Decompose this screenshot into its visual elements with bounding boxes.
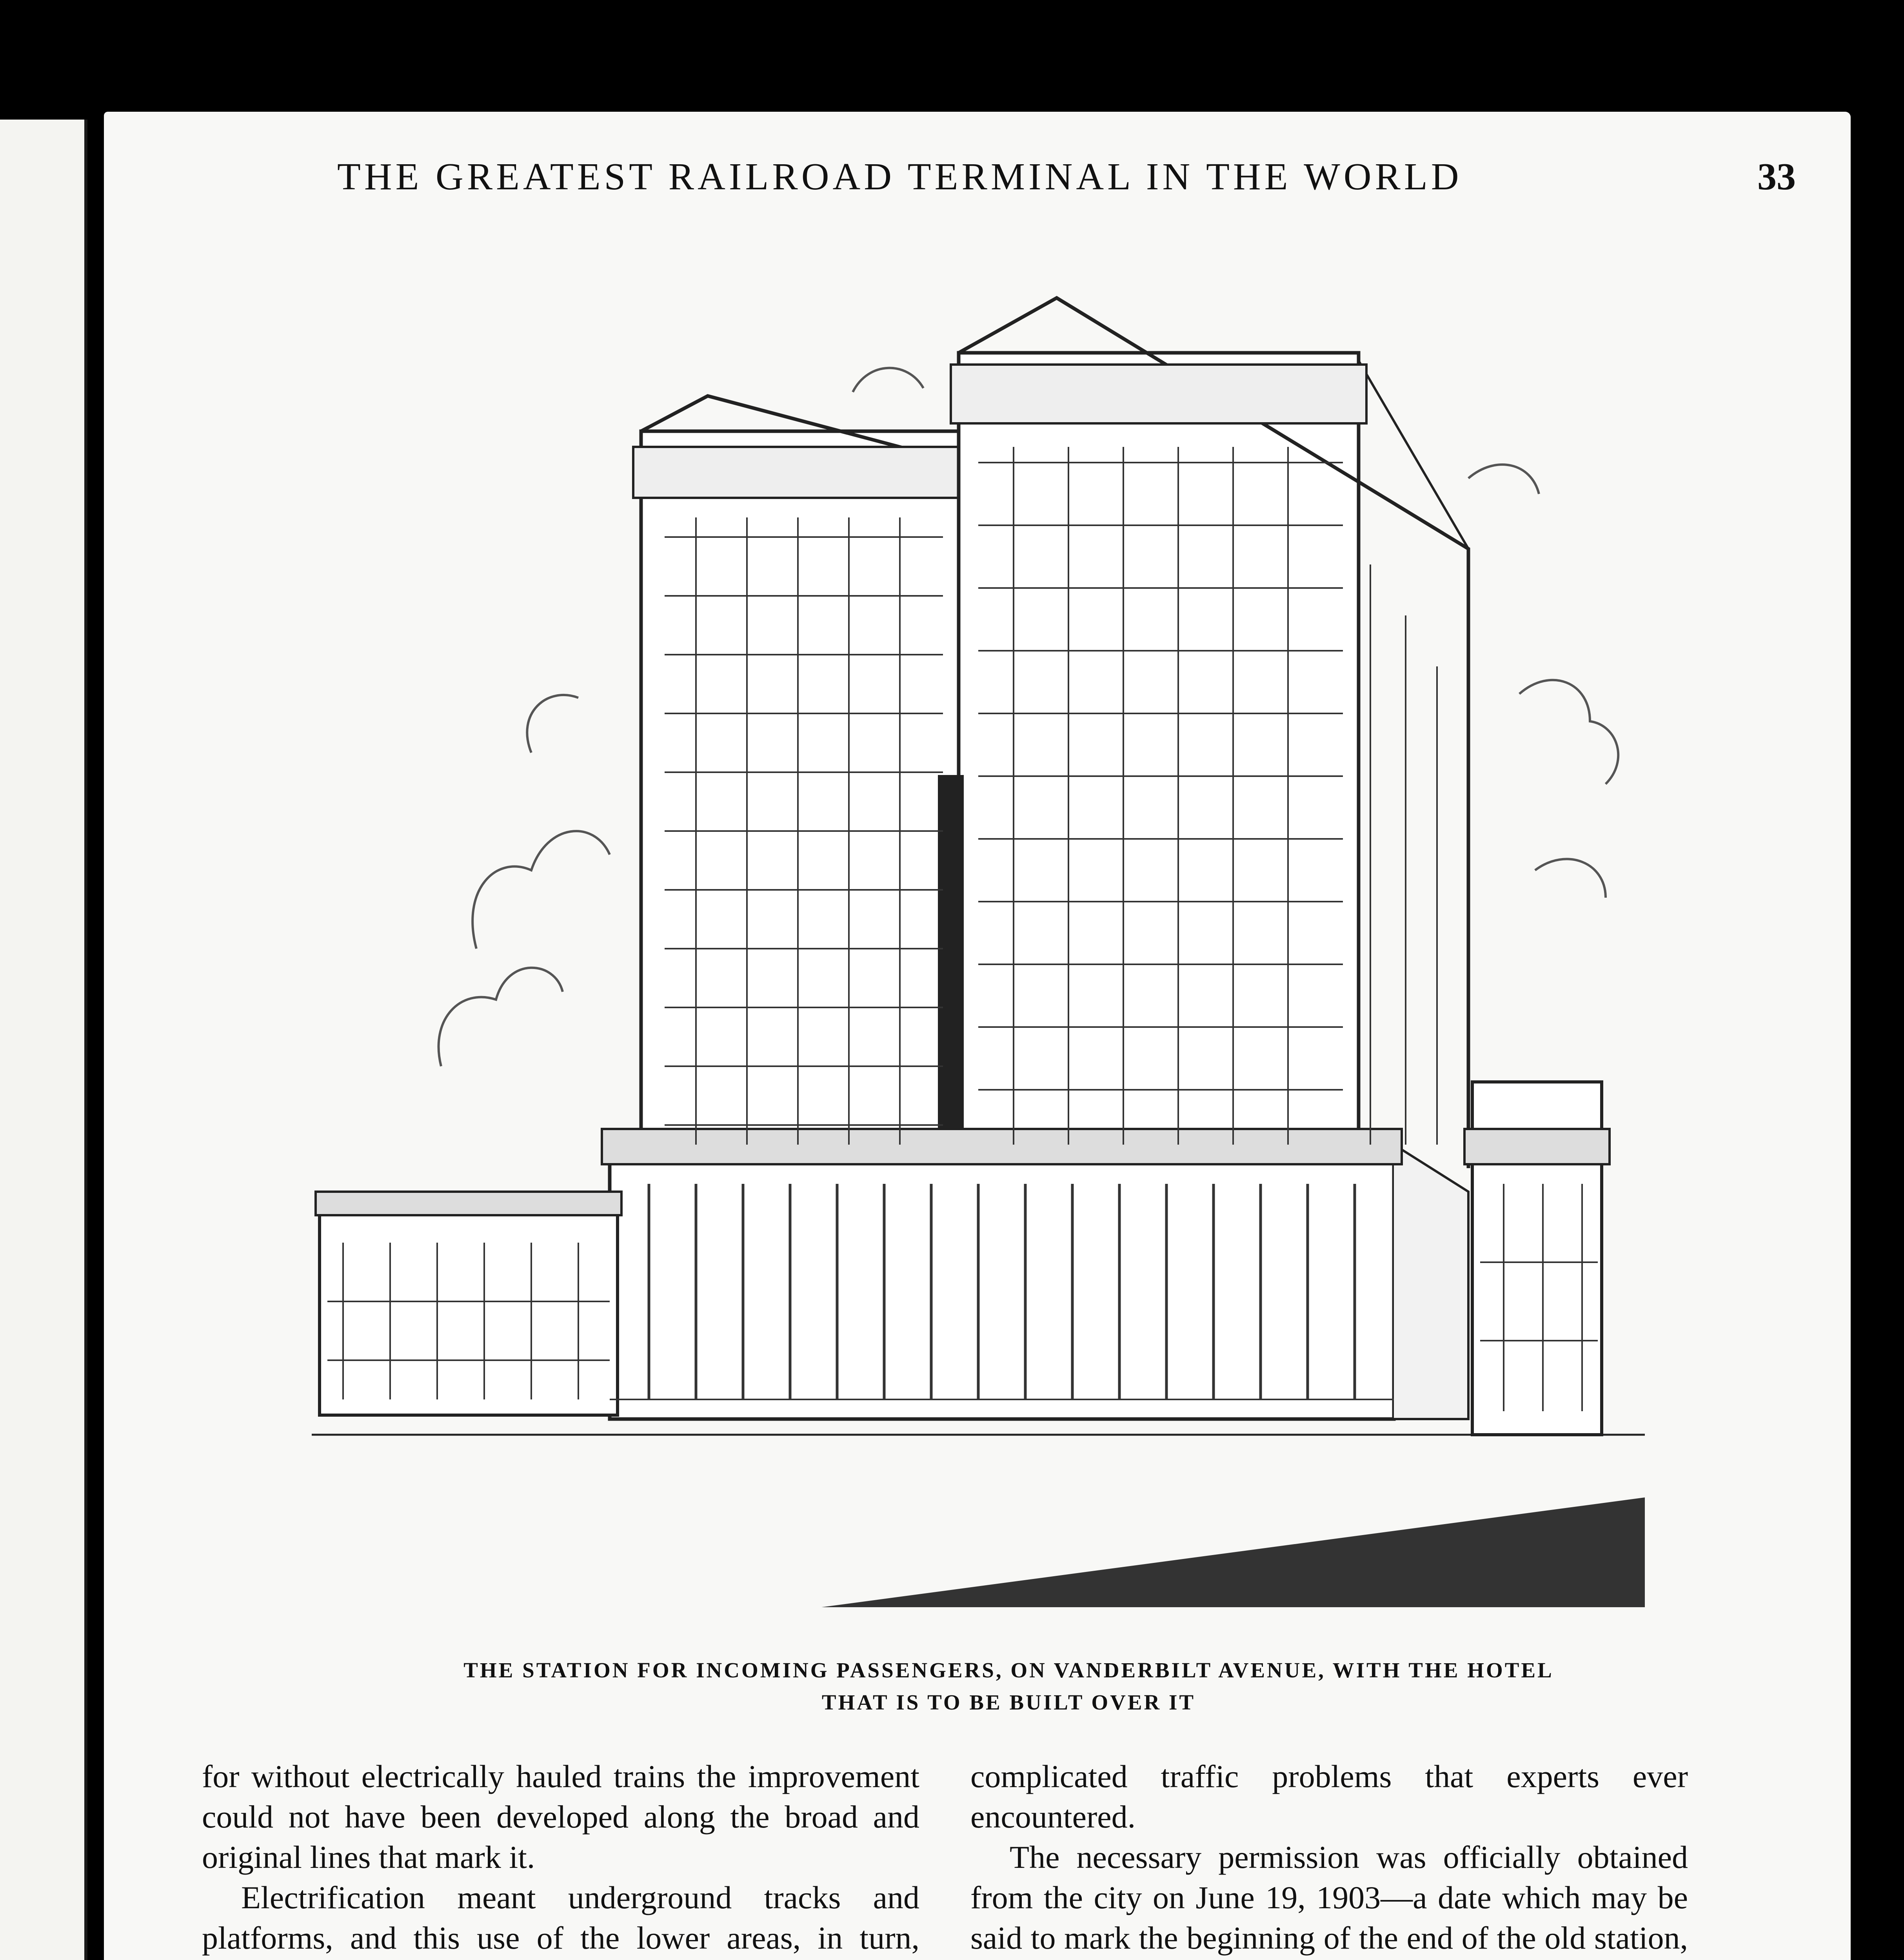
- paragraph: The necessary permission was officially obtained from the city on June 19, 1903—a date which may be said to mark the beginning of the end of the old station,: [970, 1839, 1688, 1956]
- text-column-right: [970, 1756, 1688, 1960]
- running-head: [337, 155, 1796, 206]
- paragraph: Electrification meant underground tracks and platforms, and this use of the lower areas, in turn,: [202, 1880, 919, 1956]
- paragraph: for without electrically hauled trains the improvement could not have been developed along the broad and original lines that mark it.: [202, 1759, 919, 1875]
- book-page: [104, 112, 1851, 1960]
- page-number: 33: [1757, 156, 1796, 198]
- caption-line-2: THAT IS TO BE BUILT OVER IT: [821, 1690, 1196, 1714]
- running-title: THE GREATEST RAILROAD TERMINAL IN THE WORLD: [337, 156, 1463, 198]
- paragraph: complicated traffic problems that experts ever encountered.: [970, 1759, 1688, 1835]
- illustration-caption: [312, 1654, 1706, 1719]
- previous-page-edge: [0, 120, 87, 1960]
- building-illustration-icon: [312, 243, 1706, 1615]
- text-column-left: [202, 1756, 919, 1960]
- caption-line-1: THE STATION FOR INCOMING PASSENGERS, ON VANDERBILT AVENUE, WITH THE HOTEL: [463, 1658, 1554, 1682]
